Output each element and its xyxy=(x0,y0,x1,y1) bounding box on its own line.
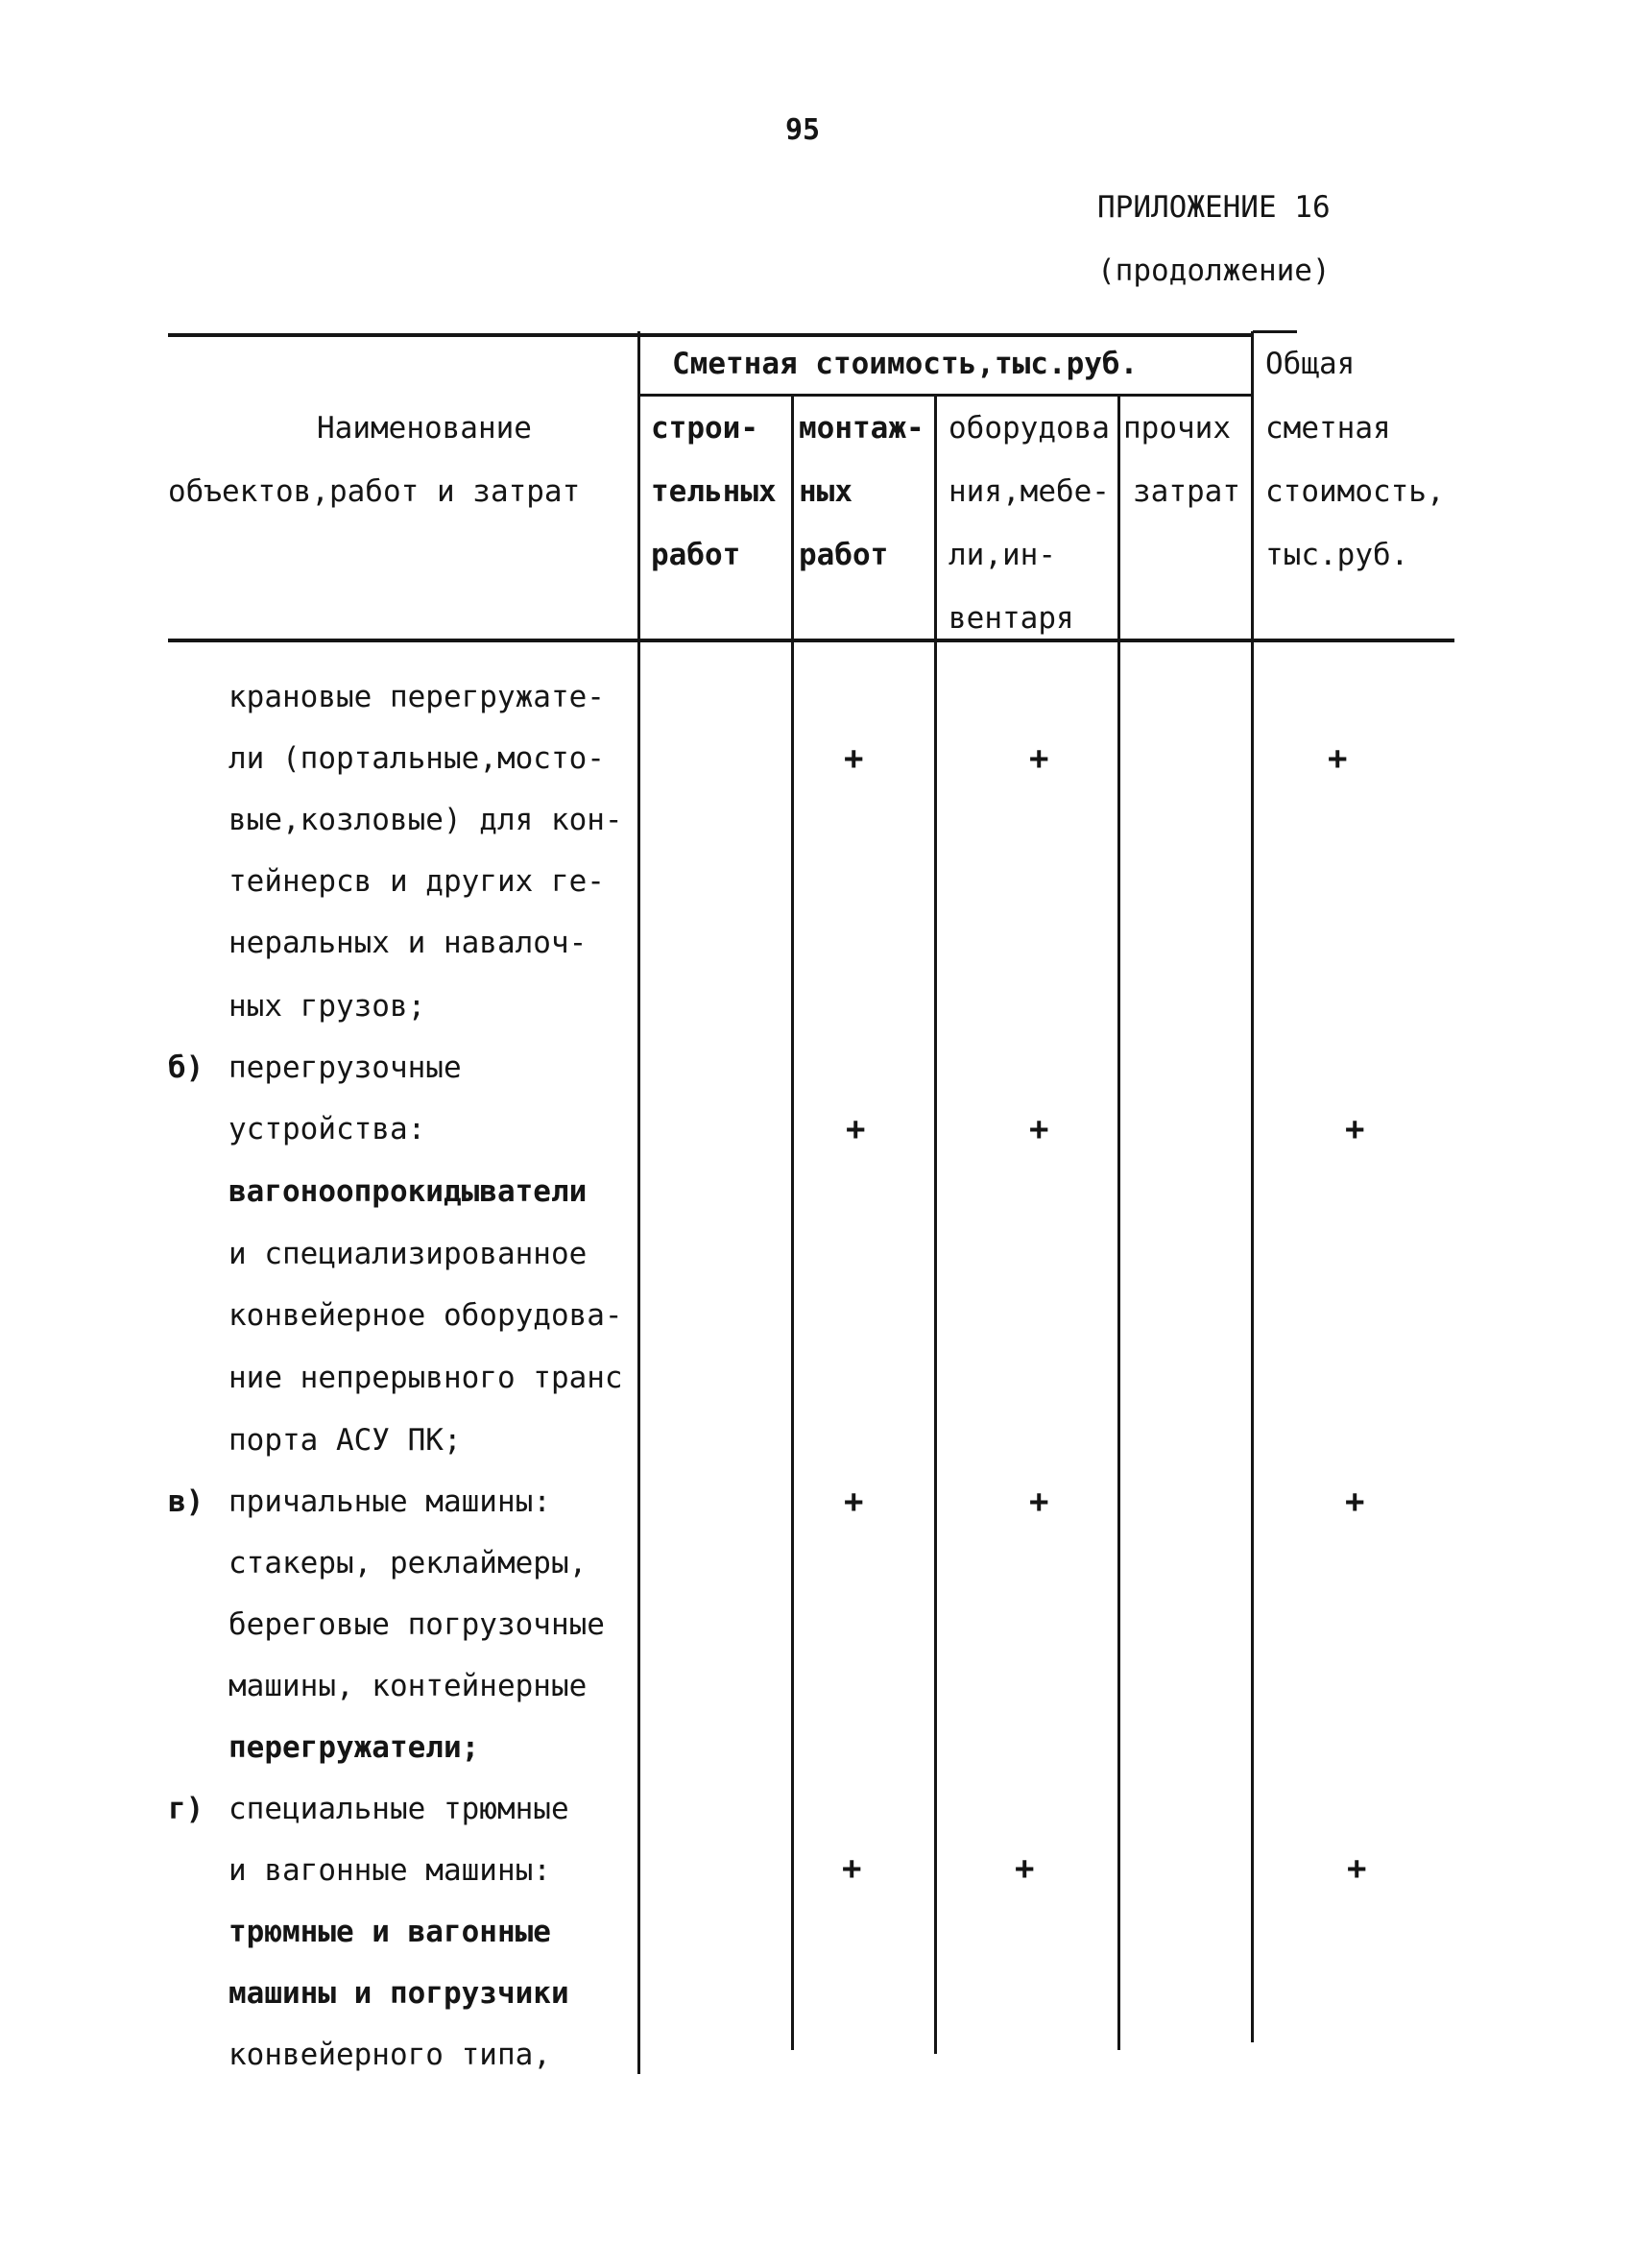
body-line: тейнерсв и других ге- xyxy=(228,864,605,899)
header-col1-line-2: тельных xyxy=(651,474,777,509)
body-line: машины и погрузчики xyxy=(228,1976,569,2011)
body-line: конвейерного типа, xyxy=(228,2038,551,2072)
header-col1-line-1: строи- xyxy=(651,411,758,446)
body-line: специальные трюмные xyxy=(228,1792,569,1826)
header-col2-line-3: работ xyxy=(799,538,889,572)
plus-mark: + xyxy=(1345,1483,1365,1521)
header-total-line-1: Общая xyxy=(1265,347,1356,381)
header-total-line-3: стоимость, xyxy=(1265,474,1445,509)
plus-mark: + xyxy=(1015,1849,1035,1888)
plus-mark: + xyxy=(1347,1849,1367,1888)
body-line: вагоноопрокидыватели xyxy=(228,1174,588,1209)
plus-mark: + xyxy=(846,1110,866,1148)
col-divider-3 xyxy=(934,395,937,2054)
header-col4-line-1: прочих xyxy=(1123,411,1231,446)
plus-mark: + xyxy=(1345,1110,1365,1148)
header-col4-line-2: затрат xyxy=(1133,474,1240,509)
body-line: и специализированное xyxy=(228,1237,588,1271)
body-line: ных грузов; xyxy=(228,989,426,1024)
header-total-line-2: сметная xyxy=(1265,411,1391,446)
table-top-rule-right xyxy=(1253,330,1297,333)
body-line: причальные машины: xyxy=(228,1484,551,1519)
header-col3-line-1: оборудова xyxy=(949,411,1110,446)
header-col3-line-3: ли,ин- xyxy=(949,538,1056,572)
plus-mark: + xyxy=(844,739,864,778)
header-name-line-1: Наименование xyxy=(317,411,532,446)
body-line: трюмные и вагонные xyxy=(228,1915,551,1949)
header-col2-line-1: монтаж- xyxy=(799,411,925,446)
col-divider-1 xyxy=(637,331,640,2074)
header-group-title: Сметная стоимость,тыс.руб. xyxy=(672,347,1139,381)
header-col3-line-4: вентаря xyxy=(949,601,1074,636)
header-col2-line-2: ных xyxy=(799,474,853,509)
body-line: ли (портальные,мосто- xyxy=(228,741,605,776)
body-line: перегружатели; xyxy=(228,1730,480,1765)
plus-mark: + xyxy=(1029,739,1049,778)
body-line: вые,козловые) для кон- xyxy=(228,803,623,837)
body-line: машины, контейнерные xyxy=(228,1669,588,1703)
header-total-line-4: тыс.руб. xyxy=(1265,538,1409,572)
body-line: береговые погрузочные xyxy=(228,1607,605,1642)
item-marker-v: в) xyxy=(168,1484,204,1519)
plus-mark: + xyxy=(844,1483,864,1521)
item-marker-b: б) xyxy=(168,1050,204,1085)
plus-mark: + xyxy=(842,1849,862,1888)
col-divider-2 xyxy=(791,395,794,2050)
body-line: и вагонные машины: xyxy=(228,1853,551,1888)
plus-mark: + xyxy=(1029,1483,1049,1521)
plus-mark: + xyxy=(1029,1110,1049,1148)
header-name-line-2: объектов,работ и затрат xyxy=(168,474,581,509)
body-line: неральных и навалоч- xyxy=(228,926,588,960)
header-col3-line-2: ния,мебе- xyxy=(949,474,1110,509)
plus-mark: + xyxy=(1328,739,1348,778)
col-divider-4 xyxy=(1117,395,1120,2050)
header-col1-line-3: работ xyxy=(651,538,741,572)
col-divider-5 xyxy=(1251,331,1254,2042)
appendix-continuation: (продолжение) xyxy=(1097,253,1331,288)
page-number: 95 xyxy=(785,113,821,147)
item-marker-g: г) xyxy=(168,1792,204,1826)
body-line: конвейерное оборудова- xyxy=(228,1298,623,1333)
body-line: устройства: xyxy=(228,1112,426,1146)
header-bottom-rule xyxy=(168,639,1454,642)
appendix-title: ПРИЛОЖЕНИЕ 16 xyxy=(1097,190,1331,225)
body-line: перегрузочные xyxy=(228,1050,462,1085)
body-line: крановые перегружате- xyxy=(228,680,605,714)
body-line: стакеры, реклаймеры, xyxy=(228,1546,588,1580)
body-line: ние непрерывного транс xyxy=(228,1361,623,1395)
body-line: порта АСУ ПК; xyxy=(228,1423,462,1458)
group-header-rule xyxy=(638,394,1253,397)
table-top-rule xyxy=(168,333,1253,337)
